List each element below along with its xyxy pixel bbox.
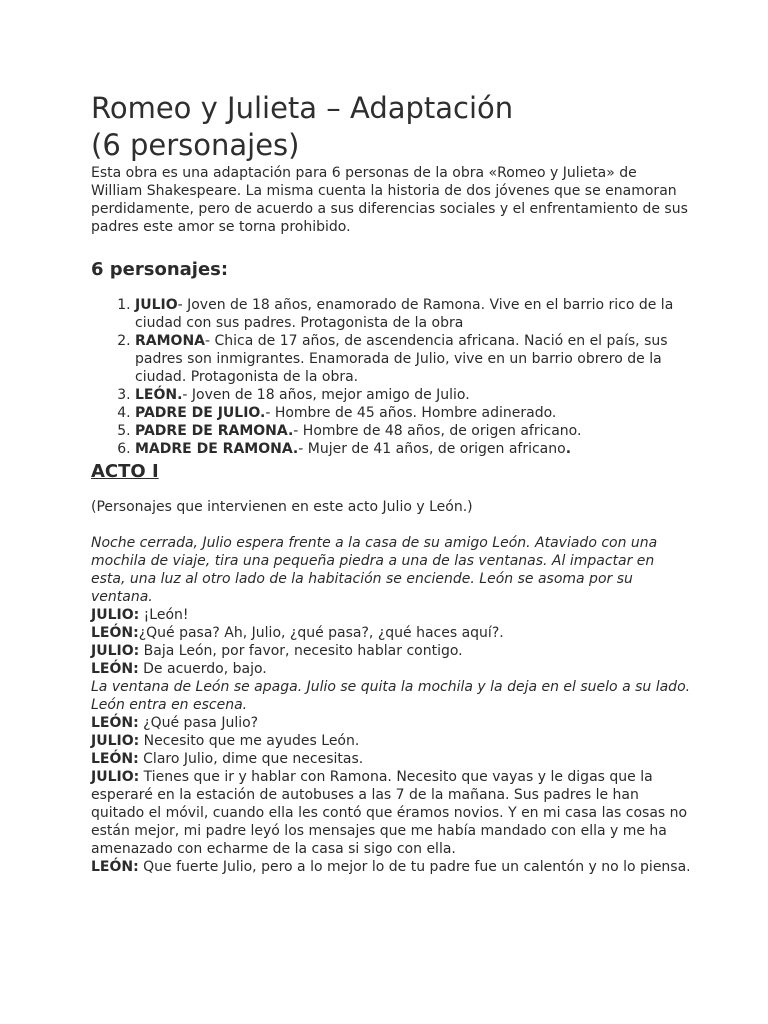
act-title: ACTO I <box>91 461 159 482</box>
character-name: PADRE DE JULIO. <box>135 405 266 421</box>
script-body <box>91 534 691 876</box>
character-name: LEÓN. <box>135 387 183 403</box>
title-line-1: Romeo y Julieta – Adaptación <box>91 91 514 125</box>
dialogue-line <box>91 624 691 642</box>
document-content <box>91 90 691 876</box>
stage-direction: Noche cerrada, Julio espera frente a la casa de su amigo León. Ataviado con una mochila de viaje, tira una pequeña piedra a una de las ventanas. Al impactar en esta, una luz al otro lado de la habitación se enciende. León se asoma por su ventana. <box>91 535 658 605</box>
character-desc-tail: . <box>565 441 572 457</box>
character-item <box>135 422 691 440</box>
character-desc: - Chica de 17 años, de ascendencia africana. Nació en el país, sus padres son inmigrantes. Enamorada de Julio, vive en un barrio obrero de la ciudad. Protagonista de la obra. <box>135 333 668 385</box>
character-name: RAMONA <box>135 333 205 349</box>
character-desc: - Joven de 18 años, enamorado de Ramona. Vive en el barrio rico de la ciudad con sus padres. Protagonista de la obra <box>135 297 674 331</box>
dialogue-line <box>91 606 691 624</box>
character-desc: - Mujer de 41 años, de origen africano <box>298 441 566 457</box>
dialogue-line <box>91 660 691 678</box>
dialogue-text: Necesito que me ayudes León. <box>139 733 360 749</box>
dialogue-line <box>91 714 691 732</box>
speaker-name: JULIO: <box>91 607 140 623</box>
dialogue-text: Baja León, por favor, necesito hablar contigo. <box>139 643 463 659</box>
character-item <box>135 440 691 458</box>
characters-list <box>91 296 691 458</box>
dialogue-text: De acuerdo, bajo. <box>138 661 267 677</box>
character-name: MADRE DE RAMONA. <box>135 441 299 457</box>
speaker-name: LEÓN: <box>91 859 139 875</box>
dialogue-line <box>91 750 691 768</box>
dialogue-line <box>91 732 691 750</box>
dialogue-line <box>91 768 691 858</box>
dialogue-text: Claro Julio, dime que necesitas. <box>138 751 364 767</box>
speaker-name: LEÓN: <box>91 751 139 767</box>
character-desc: - Hombre de 45 años. Hombre adinerado. <box>265 405 557 421</box>
speaker-name: JULIO: <box>91 733 140 749</box>
dialogue-line <box>91 858 691 876</box>
speaker-name: LEÓN: <box>91 661 139 677</box>
character-item <box>135 386 691 404</box>
speaker-name: LEÓN: <box>91 715 139 731</box>
title-line-2: (6 personajes) <box>91 128 300 162</box>
dialogue-text: Que fuerte Julio, pero a lo mejor lo de tu padre fue un calentón y no lo piensa. <box>138 859 691 875</box>
intro-paragraph: Esta obra es una adaptación para 6 personas de la obra «Romeo y Julieta» de William Shakespeare. La misma cuenta la historia de dos jóvenes que se enamoran perdidamente, pero de acuerdo a sus diferencias sociales y el enfrentamiento de sus padres este amor se torna prohibido. <box>91 165 688 235</box>
character-name: PADRE DE RAMONA. <box>135 423 294 439</box>
dialogue-text: ¿Qué pasa? Ah, Julio, ¿qué pasa?, ¿qué haces aquí?. <box>138 625 504 641</box>
dialogue-line <box>91 642 691 660</box>
dialogue-text: Tienes que ir y hablar con Ramona. Necesito que vayas y le digas que la esperaré en la estación de autobuses a las 7 de la mañana. Sus padres le han quitado el móvil, cuando ella les contó que éramos novios. Y en mi casa las cosas no están mejor, mi padre leyó los mensajes que me había mandado con ella y me ha amenazado con echarme de la casa si sigo con ella. <box>91 769 688 857</box>
speaker-name: JULIO: <box>91 769 140 785</box>
document-title <box>91 90 691 164</box>
character-name: JULIO <box>135 297 178 313</box>
stage-direction: La ventana de León se apaga. Julio se quita la mochila y la deja en el suelo a su lado. León entra en escena. <box>91 679 691 713</box>
character-desc: - Hombre de 48 años, de origen africano. <box>293 423 582 439</box>
speaker-name: JULIO: <box>91 643 140 659</box>
character-item <box>135 404 691 422</box>
character-desc: - Joven de 18 años, mejor amigo de Julio. <box>182 387 470 403</box>
dialogue-text: ¡León! <box>139 607 189 623</box>
characters-heading: 6 personajes: <box>91 259 229 280</box>
character-item <box>135 296 691 332</box>
act-note: (Personajes que intervienen en este acto Julio y León.) <box>91 499 473 515</box>
character-item <box>135 332 691 386</box>
dialogue-text: ¿Qué pasa Julio? <box>138 715 259 731</box>
speaker-name: LEÓN: <box>91 625 139 641</box>
